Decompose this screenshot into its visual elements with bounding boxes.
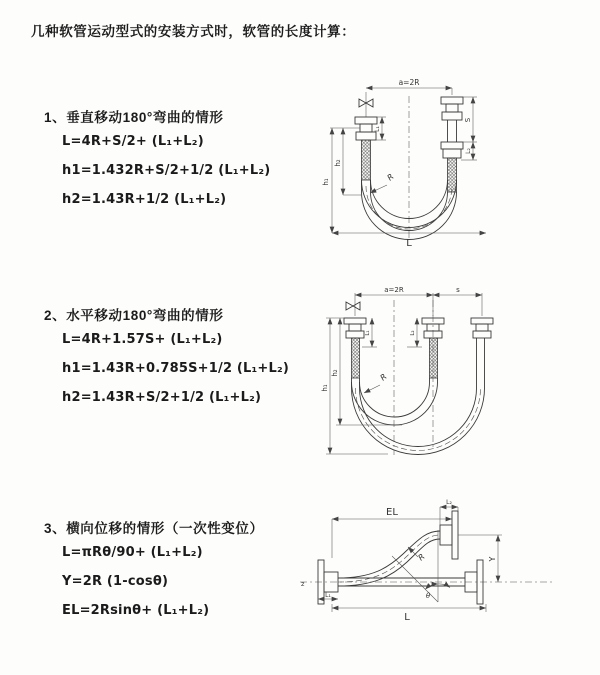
dim-label-y: Y bbox=[488, 556, 497, 562]
dim-label-l: L bbox=[404, 612, 410, 623]
diagram-lateral-displacement bbox=[300, 499, 552, 623]
dim-label-s: S bbox=[464, 117, 472, 123]
page-title: 几种软管运动型式的安装方式时，软管的长度计算： bbox=[31, 24, 356, 39]
section-2-formula-h1: h1=1.43R+0.785S+1/2 (L₁+L₂) bbox=[62, 361, 290, 376]
valve-icon bbox=[346, 302, 360, 310]
dim-label-h1: h₁ bbox=[322, 178, 330, 186]
braid-left bbox=[352, 338, 360, 378]
section-3-formula-Y: Y=2R (1-cosθ) bbox=[62, 574, 169, 589]
dim-label-a2r: a=2R bbox=[384, 286, 404, 294]
section-3-heading: 3、横向位移的情形（一次性变位） bbox=[44, 521, 264, 536]
section-1-heading: 1、垂直移动180°弯曲的情形 bbox=[44, 110, 224, 125]
section-2-heading: 2、水平移动180°弯曲的情形 bbox=[44, 308, 224, 323]
section-3-formula-EL: EL=2Rsinθ+ (L₁+L₂) bbox=[62, 603, 210, 618]
section-2-formula-h2: h2=1.43R+S/2+1/2 (L₁+L₂) bbox=[62, 390, 262, 405]
diagram-vertical-180-bend bbox=[322, 78, 486, 249]
dim-label-h1: h₁ bbox=[321, 384, 329, 392]
section-1-formula-h2: h2=1.43R+1/2 (L₁+L₂) bbox=[62, 192, 227, 207]
hose-arc-original bbox=[352, 382, 438, 425]
braid-right bbox=[448, 158, 457, 192]
diagram-horizontal-180-bend bbox=[321, 286, 493, 455]
section-1-formula-h1: h1=1.432R+S/2+1/2 (L₁+L₂) bbox=[62, 163, 271, 178]
left-flange bbox=[344, 318, 366, 338]
dim-label-s: s bbox=[456, 286, 460, 294]
section-2-formula-L: L=4R+1.57S+ (L₁+L₂) bbox=[62, 332, 223, 347]
dim-label-l2: L₂ bbox=[410, 330, 416, 336]
braid-left bbox=[362, 140, 371, 180]
dim-label-r: R bbox=[416, 552, 427, 563]
dim-label-theta: θ bbox=[425, 592, 431, 600]
dim-label-el: EL bbox=[386, 507, 398, 518]
dim-label-l1: L₁ bbox=[325, 592, 331, 599]
break-mark: z bbox=[301, 580, 305, 588]
section-3-formula-L: L=πRθ/90+ (L₁+L₂) bbox=[62, 545, 203, 560]
dim-label-l1: L₁ bbox=[374, 126, 381, 132]
dim-label-l2: L₂ bbox=[446, 499, 452, 506]
dim-label-l1: L₁ bbox=[365, 330, 371, 336]
dim-label-a2r: a=2R bbox=[398, 78, 420, 87]
braid-middle bbox=[430, 338, 438, 378]
right-flange-original bbox=[441, 97, 463, 120]
section-1-formula-L: L=4R+S/2+ (L₁+L₂) bbox=[62, 134, 204, 149]
right-flange-displaced bbox=[471, 318, 493, 338]
dim-label-r: R bbox=[385, 172, 396, 183]
right-flange-displaced bbox=[440, 511, 458, 559]
dim-label-l2: L₂ bbox=[465, 148, 472, 154]
dim-label-h2: h₂ bbox=[334, 159, 342, 167]
dim-label-l: L bbox=[406, 238, 412, 249]
dim-label-h2: h₂ bbox=[331, 369, 339, 377]
hose-arc-displaced bbox=[352, 388, 485, 455]
right-flange-displaced bbox=[441, 142, 463, 158]
hose-curve bbox=[338, 531, 440, 578]
dim-label-r: R bbox=[378, 372, 389, 383]
